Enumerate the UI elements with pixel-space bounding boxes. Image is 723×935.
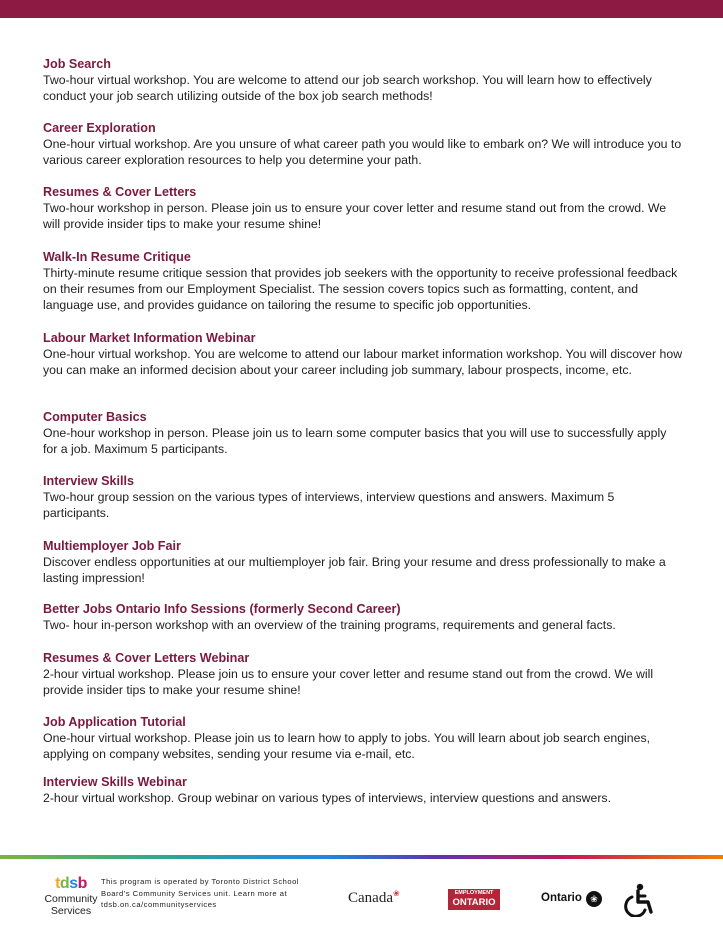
workshop-description: Two- hour in-person workshop with an overview of the training programs, requirements and general facts. [43, 618, 616, 632]
workshop-title: Interview Skills Webinar [43, 775, 187, 789]
workshop-description: One-hour virtual workshop. Please join us to learn how to apply to jobs. You will learn about job search engines, applying on company websites, sending your resume via e-mail, etc. [43, 731, 651, 762]
workshop-labour-market-webinar [43, 330, 683, 378]
workshop-description: Thirty-minute resume critique session that provides job seekers with the opportunity to receive professional feedback on their resumes from our Employment Specialist. The session covers topics such as formatting, content, and language use, and provides guidance on tailoring the resume to specific job opportunities. [43, 266, 678, 313]
tdsb-community-label: Community [44, 893, 98, 905]
tdsb-services-label: Services [50, 905, 92, 917]
workshop-interview-skills-webinar [43, 774, 683, 806]
workshop-description: One-hour virtual workshop. Are you unsure of what career path you would like to embark on? We will introduce you to various career exploration resources to help you determine your path. [43, 137, 682, 168]
maple-leaf-icon: ❀ [392, 889, 400, 898]
workshop-better-jobs-ontario [43, 601, 683, 633]
footer-note: This program is operated by Toronto District School Board's Community Services unit. Learn more at tdsb.on.ca/communityservices [101, 876, 326, 911]
workshop-walk-in-resume-critique [43, 249, 683, 314]
ontario-wordmark: Ontario [541, 892, 582, 904]
workshop-multiemployer-job-fair [43, 538, 683, 586]
tdsb-wordmark: tdsb [55, 875, 87, 892]
workshop-description: Discover endless opportunities at our multiemployer job fair. Bring your resume and dress professionally to make a lasting impression! [43, 555, 666, 586]
workshop-title: Career Exploration [43, 121, 156, 135]
tdsb-logo [42, 875, 100, 917]
footer-gradient-rule [0, 855, 723, 859]
workshop-title: Job Search [43, 57, 111, 71]
workshop-description: 2-hour virtual workshop. Please join us to ensure your cover letter and resume stand out from the crowd. We will provide insider tips to make your resume shine! [43, 667, 654, 698]
employment-ontario-logo: EMPLOYMENT ONTARIO [448, 889, 500, 910]
workshop-job-application-tutorial [43, 714, 683, 762]
workshop-description: Two-hour virtual workshop. You are welcome to attend our job search workshop. You will learn how to effectively conduct your job search utilizing outside of the box job search methods! [43, 73, 652, 104]
canada-wordmark: Canada❀ [348, 889, 400, 906]
workshop-title: Labour Market Information Webinar [43, 331, 256, 345]
workshop-career-exploration [43, 120, 683, 168]
top-accent-bar [0, 0, 723, 18]
workshop-resumes-webinar [43, 650, 683, 698]
workshop-title: Job Application Tutorial [43, 715, 186, 729]
workshop-description: One-hour virtual workshop. You are welcome to attend our labour market information workshop. You will discover how you can make an informed decision about your career including job summary, labour prospects, income, etc. [43, 347, 683, 378]
workshop-description: 2-hour virtual workshop. Group webinar on various types of interviews, interview questions and answers. [43, 791, 611, 805]
footer-url: tdsb.on.ca/communityservices [101, 900, 217, 909]
workshop-title: Better Jobs Ontario Info Sessions (formerly Second Career) [43, 602, 401, 616]
wheelchair-accessibility-icon [621, 883, 655, 917]
workshop-title: Resumes & Cover Letters [43, 185, 197, 199]
workshop-description: One-hour workshop in person. Please join us to learn some computer basics that you will use to successfully apply for a job. Maximum 5 participants. [43, 426, 667, 457]
workshop-title: Resumes & Cover Letters Webinar [43, 651, 250, 665]
trillium-icon: ❀ [586, 891, 602, 907]
workshop-title: Interview Skills [43, 474, 134, 488]
workshop-resumes-cover-letters [43, 184, 683, 232]
workshop-interview-skills [43, 473, 683, 521]
workshop-computer-basics [43, 409, 683, 457]
workshop-description: Two-hour workshop in person. Please join us to ensure your cover letter and resume stand out from the crowd. We will provide insider tips to make your resume shine! [43, 201, 667, 232]
workshop-description: Two-hour group session on the various types of interviews, interview questions and answers. Maximum 5 participants. [43, 490, 615, 521]
workshop-title: Multiemployer Job Fair [43, 539, 181, 553]
workshop-job-search [43, 56, 683, 104]
workshop-title: Walk-In Resume Critique [43, 250, 191, 264]
workshop-title: Computer Basics [43, 410, 147, 424]
